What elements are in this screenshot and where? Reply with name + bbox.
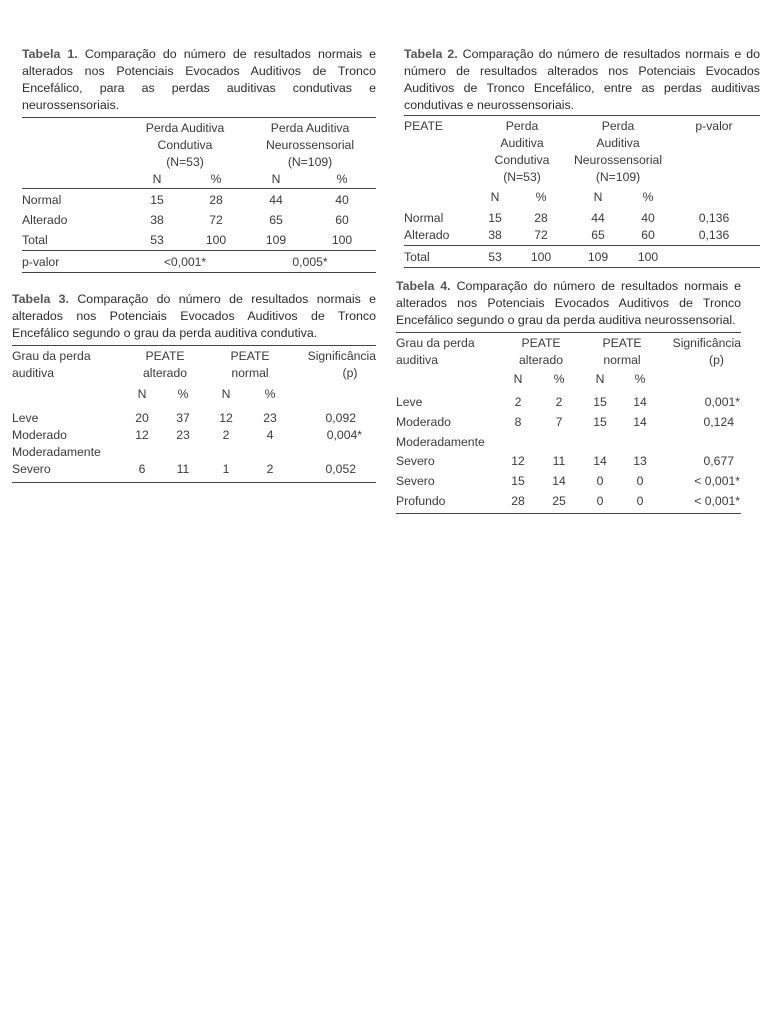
t3-grau-l1: Grau da perda <box>12 349 91 363</box>
cell: 0 <box>596 474 604 488</box>
cell: 2 <box>266 462 274 476</box>
cell: 23 <box>263 411 277 425</box>
cell: 100 <box>530 250 552 264</box>
table-3-caption-text: Comparação do número de resultados normais e alterados nos Potenciais Evocados Auditivos de Tronco Encefálico segundo o grau da perda auditiva condutiva. <box>12 292 377 340</box>
cell: 14 <box>552 474 566 488</box>
table-row <box>396 411 741 431</box>
t3-grau-l2: auditiva <box>12 366 55 380</box>
cell: < 0,001* <box>694 494 740 508</box>
table-1-label: Tabela 1. <box>22 47 78 61</box>
t3-sub-n2: N <box>221 387 231 401</box>
t4-sub-p1: % <box>553 372 565 386</box>
cell: 14 <box>633 415 647 429</box>
t2-group-1-head <box>476 116 568 187</box>
cell: 40 <box>641 211 655 225</box>
row-label: Severo <box>396 474 435 488</box>
t1-sub-n2: N <box>271 172 281 186</box>
t3-alt-l1: PEATE <box>145 349 185 363</box>
cell: 8 <box>514 415 522 429</box>
cell: 0,004* <box>326 428 362 442</box>
cell: 12 <box>219 411 233 425</box>
row-label: Severo <box>396 454 435 468</box>
row-label: Moderadamente <box>12 445 101 459</box>
table-row <box>22 189 376 210</box>
row-label: Total <box>22 233 48 247</box>
row-label: Moderado <box>396 415 451 429</box>
t2-sub-n2: N <box>593 190 603 204</box>
t4-nor-l2: normal <box>603 353 641 367</box>
t4-head-grau <box>396 333 500 370</box>
cell: 0,052 <box>325 462 356 476</box>
t3-sig-l2: (p) <box>342 366 358 380</box>
table-1 <box>22 117 376 273</box>
cell: 38 <box>150 213 164 227</box>
table-3-block <box>12 291 376 483</box>
cell: 13 <box>633 454 647 468</box>
table-1-block <box>22 46 376 273</box>
t4-grau-l2: auditiva <box>396 353 439 367</box>
t2-g2-l1: Perda <box>601 119 635 133</box>
cell: 2 <box>555 395 563 409</box>
cell: 38 <box>488 228 502 242</box>
table-4 <box>396 332 741 514</box>
table-4-label: Tabela 4. <box>396 279 451 293</box>
t4-sub-n1: N <box>513 372 523 386</box>
cell: 40 <box>335 193 349 207</box>
cell: 1 <box>222 462 230 476</box>
row-label: Leve <box>12 411 39 425</box>
cell: 7 <box>555 415 563 429</box>
table-row <box>12 403 376 427</box>
cell: 100 <box>637 250 659 264</box>
table-2-caption <box>404 46 760 114</box>
table-4-caption-text: Comparação do número de resultados normais e alterados nos Potenciais Evocados Auditivos de Tronco Encefálico segundo o grau da perda auditiva neurossensorial. <box>396 279 742 327</box>
cell: 109 <box>265 233 287 247</box>
cell: 6 <box>138 462 146 476</box>
table-row <box>404 227 760 246</box>
t1-g1-name: Perda Auditiva <box>145 121 225 135</box>
table-3-caption <box>12 291 376 342</box>
t2-head-pvalue: p-valor <box>695 119 733 133</box>
cell: 0,092 <box>325 411 356 425</box>
table-1-caption <box>22 46 376 114</box>
cell: 11 <box>176 462 190 476</box>
table-row <box>22 229 376 251</box>
cell: 0,124 <box>703 415 734 429</box>
cell: 15 <box>488 211 502 225</box>
cell <box>668 246 760 268</box>
cell: 100 <box>205 233 227 247</box>
t4-nor-l1: PEATE <box>602 336 642 350</box>
t2-g2-l2: Auditiva <box>596 136 640 150</box>
cell: 109 <box>587 250 609 264</box>
t1-g2-n: (N=109) <box>287 155 333 169</box>
t4-head-alterado <box>500 333 582 370</box>
t2-g1-l3: Condutiva <box>494 153 550 167</box>
cell: 12 <box>135 428 149 442</box>
table-4-caption <box>396 278 741 329</box>
cell: 0 <box>596 494 604 508</box>
t1-g2-name2: Neurossensorial <box>265 138 355 152</box>
t2-sub-p1: % <box>535 190 547 204</box>
cell: 72 <box>534 228 548 242</box>
cell: 44 <box>591 211 605 225</box>
cell: 2 <box>222 428 230 442</box>
t3-sub-p2: % <box>264 387 276 401</box>
cell: 37 <box>176 411 190 425</box>
t3-nor-l1: PEATE <box>230 349 270 363</box>
cell: 14 <box>593 454 607 468</box>
t3-alt-l2: alterado <box>142 366 188 380</box>
t4-sig-l1: Significância <box>672 336 741 350</box>
t4-head-significancia <box>662 333 741 370</box>
cell: 12 <box>511 454 525 468</box>
cell: 2 <box>514 395 522 409</box>
t2-g2-l4: (N=109) <box>595 170 641 184</box>
cell: 0,136 <box>698 228 730 242</box>
cell: 15 <box>593 395 607 409</box>
table-1-caption-text: Comparação do número de resultados normais e alterados nos Potenciais Evocados Auditivos de Tronco Encefálico, para as perdas auditivas condutivas e neurossensoriais. <box>22 47 377 112</box>
table-3 <box>12 345 376 483</box>
table-2-caption-text: Comparação do número de resultados normais e do número de resultados alterados nos Potenciais Evocados Auditivos de Tronco Encefálico, entre as perdas auditivas condutivas e neurossensoriais. <box>404 47 760 112</box>
row-label: p-valor <box>22 255 60 269</box>
cell: 0 <box>636 474 644 488</box>
cell: 25 <box>552 494 566 508</box>
row-label: Moderado <box>12 428 67 442</box>
t1-sub-n1: N <box>152 172 162 186</box>
table-row <box>396 388 741 411</box>
cell: 4 <box>266 428 274 442</box>
cell: 14 <box>633 395 647 409</box>
table-row <box>12 461 376 483</box>
table-row <box>22 251 376 273</box>
table-row <box>404 246 760 268</box>
table-2-block <box>404 46 760 268</box>
t3-sub-n1: N <box>137 387 147 401</box>
row-label: Leve <box>396 395 423 409</box>
cell: 100 <box>331 233 353 247</box>
t4-sub-p2: % <box>634 372 646 386</box>
t1-group-2-head <box>244 118 376 172</box>
table-row <box>396 470 741 490</box>
table-row <box>12 444 376 461</box>
t4-alt-l1: PEATE <box>521 336 561 350</box>
table-2 <box>404 115 760 268</box>
t4-head-normal <box>582 333 662 370</box>
row-label: Severo <box>12 462 51 476</box>
table-row <box>396 490 741 514</box>
t1-sub-p1: % <box>210 172 222 186</box>
row-label: Normal <box>404 211 444 225</box>
cell: 15 <box>150 193 164 207</box>
cell: 20 <box>135 411 149 425</box>
t4-sig-l2: (p) <box>709 353 724 367</box>
cell: 23 <box>176 428 190 442</box>
cell: 0 <box>636 494 644 508</box>
t2-g2-l3: Neurossensorial <box>573 153 663 167</box>
table-3-label: Tabela 3. <box>12 292 70 306</box>
cell: 0,677 <box>703 454 734 468</box>
t3-sig-l1: Significância <box>307 349 376 363</box>
table-4-block <box>396 278 741 514</box>
t2-group-2-head <box>568 116 668 187</box>
row-label: Alterado <box>22 213 68 227</box>
t2-g1-l4: (N=53) <box>503 170 541 184</box>
t2-sub-p2: % <box>642 190 654 204</box>
t3-head-grau <box>12 346 124 383</box>
cell: 65 <box>269 213 283 227</box>
cell: 11 <box>552 454 566 468</box>
cell: 60 <box>641 228 655 242</box>
table-row <box>22 209 376 229</box>
t3-head-normal <box>206 346 294 383</box>
cell: 28 <box>511 494 525 508</box>
cell: 28 <box>209 193 223 207</box>
row-label: Moderadamente <box>396 435 485 449</box>
t3-head-significancia <box>294 346 376 383</box>
t1-sub-p2: % <box>336 172 348 186</box>
cell: <0,001* <box>163 255 207 269</box>
cell: 15 <box>593 415 607 429</box>
cell: 0,005* <box>292 255 328 269</box>
row-label: Alterado <box>404 228 450 242</box>
table-row <box>396 451 741 470</box>
t1-g1-name2: Condutiva <box>157 138 213 152</box>
row-label: Profundo <box>396 494 446 508</box>
cell: 53 <box>488 250 502 264</box>
cell: 60 <box>335 213 349 227</box>
t2-head-peate: PEATE <box>404 119 444 133</box>
row-label: Normal <box>22 193 62 207</box>
cell: 65 <box>591 228 605 242</box>
t1-group-1-head <box>126 118 244 172</box>
t2-g1-l1: Perda <box>505 119 539 133</box>
t4-alt-l2: alterado <box>518 353 564 367</box>
cell: 15 <box>511 474 525 488</box>
t3-nor-l2: normal <box>231 366 269 380</box>
row-label: Total <box>404 250 430 264</box>
cell: 72 <box>209 213 223 227</box>
t4-grau-l1: Grau da perda <box>396 336 475 350</box>
t2-sub-n1: N <box>490 190 500 204</box>
t2-g1-l2: Auditiva <box>500 136 544 150</box>
cell: 28 <box>534 211 548 225</box>
t1-g1-n: (N=53) <box>166 155 204 169</box>
cell: 0,001* <box>704 395 740 409</box>
cell: 53 <box>150 233 164 247</box>
table-2-label: Tabela 2. <box>404 47 458 61</box>
table-row <box>404 206 760 227</box>
table-row <box>12 427 376 444</box>
cell: 0,136 <box>698 211 730 225</box>
t3-sub-p1: % <box>177 387 189 401</box>
t1-g2-name: Perda Auditiva <box>270 121 350 135</box>
cell: < 0,001* <box>694 474 740 488</box>
t3-head-alterado <box>124 346 206 383</box>
table-row <box>396 431 741 451</box>
t4-sub-n2: N <box>595 372 605 386</box>
cell: 44 <box>269 193 283 207</box>
